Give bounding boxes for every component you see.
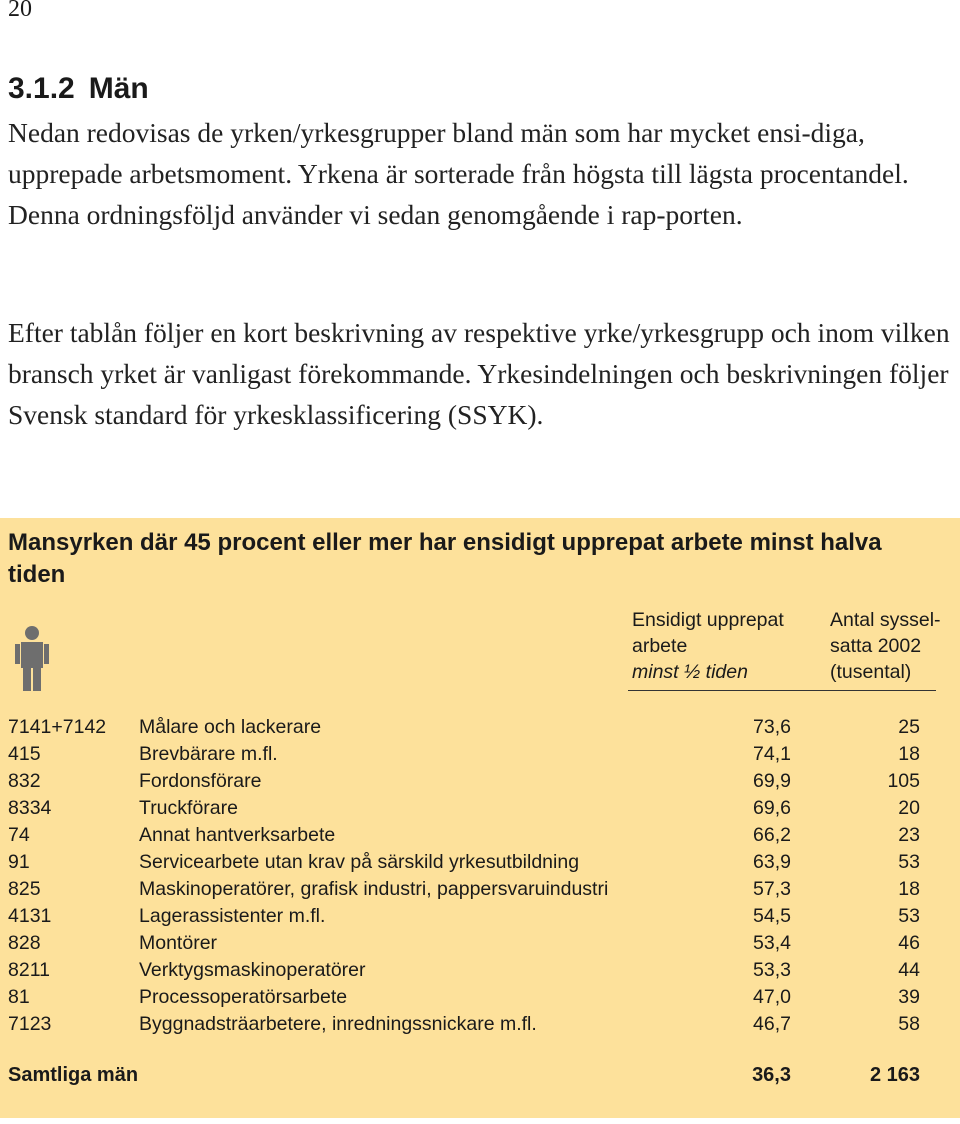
occupation-code: 8211 <box>8 959 50 981</box>
total-percent: 36,3 <box>752 1064 791 1086</box>
column-header-line: (tusental) <box>830 661 912 683</box>
occupation-name: Annat hantverksarbete <box>139 824 336 846</box>
employed-count: 18 <box>898 878 920 900</box>
column-header-line: Ensidigt upprepat <box>632 609 784 631</box>
male-person-icon <box>14 626 50 692</box>
occupation-code: 825 <box>8 878 41 900</box>
table-row <box>0 903 960 930</box>
employed-count: 105 <box>887 770 920 792</box>
employed-count: 44 <box>898 959 920 981</box>
occupation-name: Servicearbete utan krav på särskild yrkesutbildning <box>139 851 580 873</box>
table-row <box>0 714 960 741</box>
occupation-code: 7123 <box>8 1013 52 1035</box>
section-title: Män <box>88 72 149 105</box>
occupation-code: 832 <box>8 770 41 792</box>
occupation-code: 7141+7142 <box>8 716 107 738</box>
column-header-line: arbete <box>632 635 688 657</box>
total-label: Samtliga män <box>8 1064 139 1086</box>
repetitive-percent: 63,9 <box>753 851 791 873</box>
occupation-code: 91 <box>8 851 30 873</box>
table-row <box>0 984 960 1011</box>
occupation-name: Montörer <box>139 932 218 954</box>
employed-count: 20 <box>898 797 920 819</box>
table-row <box>0 1011 960 1038</box>
employed-count: 25 <box>898 716 920 738</box>
column-header-repetitive-work <box>632 607 784 685</box>
employed-count: 53 <box>898 851 920 873</box>
employed-count: 58 <box>898 1013 920 1035</box>
employed-count: 46 <box>898 932 920 954</box>
table-row <box>0 795 960 822</box>
column-header-line: satta 2002 <box>830 635 922 657</box>
employed-count: 23 <box>898 824 920 846</box>
table-title: Mansyrken där 45 procent eller mer har ensidigt upprepat arbete minst halva tiden <box>8 529 882 588</box>
section-number: 3.1.2 <box>8 72 75 105</box>
occupation-code: 81 <box>8 986 30 1008</box>
repetitive-percent: 46,7 <box>753 1013 791 1035</box>
occupation-code: 74 <box>8 824 30 846</box>
occupation-code: 415 <box>8 743 41 765</box>
employed-count: 18 <box>898 743 920 765</box>
occupation-name: Truckförare <box>139 797 238 819</box>
repetitive-percent: 69,9 <box>753 770 791 792</box>
repetitive-percent: 57,3 <box>753 878 791 900</box>
table-row <box>0 822 960 849</box>
header-divider <box>628 690 936 691</box>
occupation-name: Byggnadsträarbetere, inredningssnickare m.fl. <box>139 1013 537 1035</box>
repetitive-percent: 47,0 <box>753 986 791 1008</box>
column-header-employed <box>830 607 941 685</box>
column-header-line: Antal syssel- <box>830 609 941 631</box>
column-header-line: minst ½ tiden <box>632 661 748 683</box>
employed-count: 39 <box>898 986 920 1008</box>
employed-count: 53 <box>898 905 920 927</box>
occupation-name: Brevbärare m.fl. <box>139 743 278 765</box>
section-heading <box>8 72 149 106</box>
table-body <box>0 714 960 1038</box>
repetitive-percent: 54,5 <box>753 905 791 927</box>
repetitive-percent: 74,1 <box>753 743 791 765</box>
occupation-name: Processoperatörsarbete <box>139 986 348 1008</box>
table-row <box>0 876 960 903</box>
page-number: 20 <box>8 0 32 22</box>
total-row <box>0 1062 960 1089</box>
occupation-code: 4131 <box>8 905 52 927</box>
table-row <box>0 957 960 984</box>
occupation-code: 8334 <box>8 797 52 819</box>
occupation-name: Målare och lackerare <box>139 716 322 738</box>
occupation-name: Fordonsförare <box>139 770 262 792</box>
occupation-code: 828 <box>8 932 41 954</box>
repetitive-percent: 69,6 <box>753 797 791 819</box>
occupation-table-panel <box>0 518 960 1118</box>
total-count: 2 163 <box>869 1064 920 1086</box>
repetitive-percent: 66,2 <box>753 824 791 846</box>
repetitive-percent: 73,6 <box>753 716 791 738</box>
occupation-name: Verktygsmaskinoperatörer <box>139 959 366 981</box>
table-row <box>0 849 960 876</box>
table-row <box>0 768 960 795</box>
table-row <box>0 741 960 768</box>
occupation-name: Maskinoperatörer, grafisk industri, pappersvaruindustri <box>139 878 609 900</box>
intro-paragraph: Nedan redovisas de yrken/yrkesgrupper bland män som har mycket ensi-diga, upprepade arbetsmoment. Yrkena är sorterade från högsta till lägsta procentandel. Denna ordningsföljd använder vi sedan genomgående i rap-porten. <box>8 117 909 230</box>
occupation-name: Lagerassistenter m.fl. <box>139 905 326 927</box>
table-row <box>0 930 960 957</box>
repetitive-percent: 53,4 <box>753 932 791 954</box>
description-paragraph: Efter tablån följer en kort beskrivning av respektive yrke/yrkesgrupp och inom vilken bransch yrket är vanligast förekommande. Yrkesindelningen och beskrivningen följer Svensk standard för yrkesklassificering (SSYK). <box>8 317 950 430</box>
repetitive-percent: 53,3 <box>753 959 791 981</box>
